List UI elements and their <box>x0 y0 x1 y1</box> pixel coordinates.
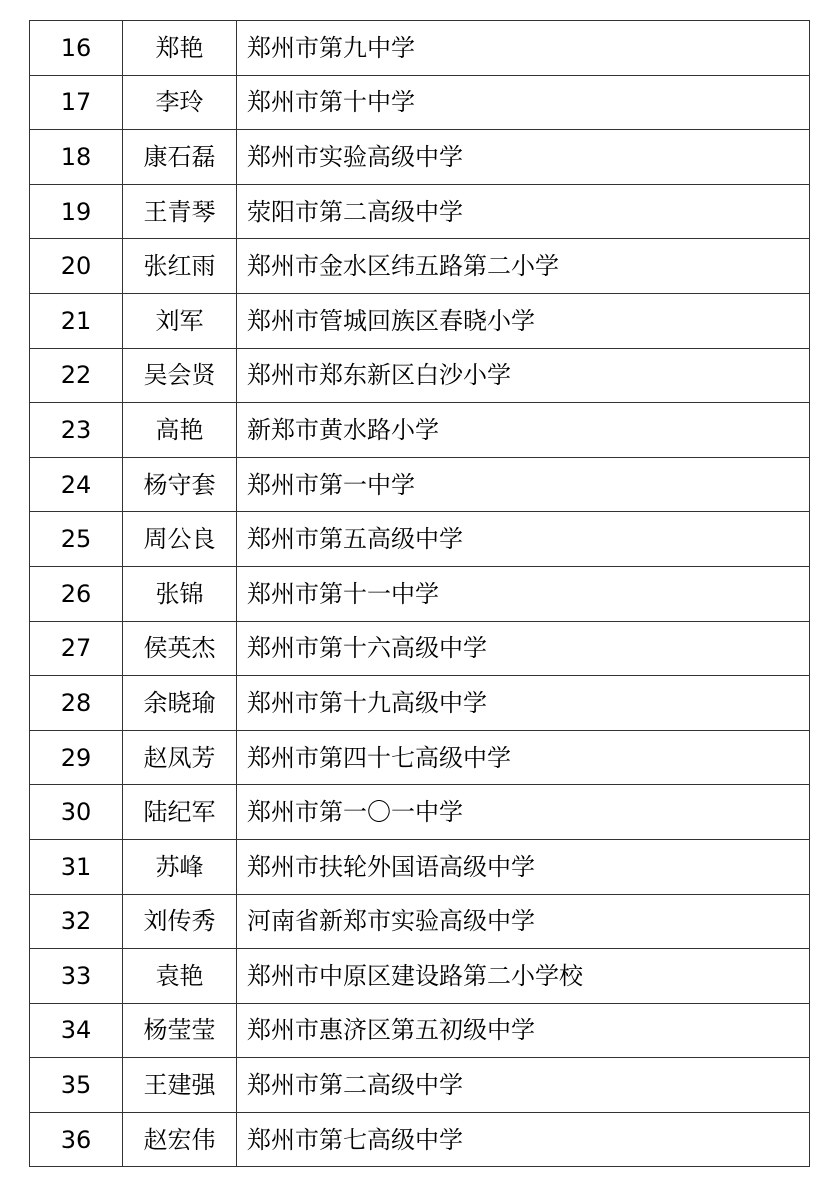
person-name: 吴会贤 <box>123 348 237 403</box>
table-row <box>30 512 810 567</box>
school-name: 郑州市扶轮外国语高级中学 <box>237 839 810 894</box>
row-number: 23 <box>30 403 123 458</box>
roster-table-container <box>29 20 809 1167</box>
person-name: 周公良 <box>123 512 237 567</box>
row-number: 24 <box>30 457 123 512</box>
table-row <box>30 1058 810 1113</box>
person-name: 杨莹莹 <box>123 1003 237 1058</box>
row-number: 21 <box>30 293 123 348</box>
row-number: 36 <box>30 1112 123 1167</box>
school-name: 郑州市管城回族区春晓小学 <box>237 293 810 348</box>
row-number: 34 <box>30 1003 123 1058</box>
row-number: 22 <box>30 348 123 403</box>
person-name: 张锦 <box>123 566 237 621</box>
row-number: 26 <box>30 566 123 621</box>
person-name: 杨守套 <box>123 457 237 512</box>
school-name: 郑州市第一中学 <box>237 457 810 512</box>
school-name: 郑州市第一〇一中学 <box>237 785 810 840</box>
school-name: 郑州市第九中学 <box>237 21 810 76</box>
table-row <box>30 130 810 185</box>
school-name: 郑州市惠济区第五初级中学 <box>237 1003 810 1058</box>
row-number: 16 <box>30 21 123 76</box>
table-row <box>30 184 810 239</box>
table-row <box>30 1003 810 1058</box>
school-name: 郑州市第七高级中学 <box>237 1112 810 1167</box>
row-number: 31 <box>30 839 123 894</box>
school-name: 河南省新郑市实验高级中学 <box>237 894 810 949</box>
person-name: 王青琴 <box>123 184 237 239</box>
person-name: 赵宏伟 <box>123 1112 237 1167</box>
table-row <box>30 839 810 894</box>
table-row <box>30 1112 810 1167</box>
school-name: 郑州市金水区纬五路第二小学 <box>237 239 810 294</box>
school-name: 荥阳市第二高级中学 <box>237 184 810 239</box>
row-number: 28 <box>30 676 123 731</box>
table-row <box>30 894 810 949</box>
row-number: 17 <box>30 75 123 130</box>
person-name: 高艳 <box>123 403 237 458</box>
row-number: 20 <box>30 239 123 294</box>
person-name: 刘军 <box>123 293 237 348</box>
table-row <box>30 348 810 403</box>
row-number: 19 <box>30 184 123 239</box>
person-name: 张红雨 <box>123 239 237 294</box>
person-name: 王建强 <box>123 1058 237 1113</box>
table-row <box>30 566 810 621</box>
person-name: 康石磊 <box>123 130 237 185</box>
school-name: 郑州市实验高级中学 <box>237 130 810 185</box>
table-row <box>30 621 810 676</box>
row-number: 27 <box>30 621 123 676</box>
person-name: 陆纪军 <box>123 785 237 840</box>
table-row <box>30 21 810 76</box>
table-row <box>30 293 810 348</box>
row-number: 29 <box>30 730 123 785</box>
table-row <box>30 949 810 1004</box>
person-name: 余晓瑜 <box>123 676 237 731</box>
school-name: 郑州市中原区建设路第二小学校 <box>237 949 810 1004</box>
row-number: 18 <box>30 130 123 185</box>
person-name: 苏峰 <box>123 839 237 894</box>
person-name: 刘传秀 <box>123 894 237 949</box>
school-name: 郑州市第十六高级中学 <box>237 621 810 676</box>
school-name: 郑州市第十一中学 <box>237 566 810 621</box>
school-name: 郑州市第十九高级中学 <box>237 676 810 731</box>
person-name: 袁艳 <box>123 949 237 1004</box>
row-number: 30 <box>30 785 123 840</box>
table-row <box>30 676 810 731</box>
school-name: 郑州市第四十七高级中学 <box>237 730 810 785</box>
person-name: 郑艳 <box>123 21 237 76</box>
row-number: 25 <box>30 512 123 567</box>
row-number: 33 <box>30 949 123 1004</box>
row-number: 32 <box>30 894 123 949</box>
school-name: 新郑市黄水路小学 <box>237 403 810 458</box>
school-name: 郑州市第十中学 <box>237 75 810 130</box>
table-row <box>30 457 810 512</box>
table-row <box>30 785 810 840</box>
roster-table <box>29 20 810 1167</box>
school-name: 郑州市郑东新区白沙小学 <box>237 348 810 403</box>
school-name: 郑州市第五高级中学 <box>237 512 810 567</box>
person-name: 赵凤芳 <box>123 730 237 785</box>
table-row <box>30 730 810 785</box>
table-row <box>30 75 810 130</box>
row-number: 35 <box>30 1058 123 1113</box>
roster-table-body <box>30 21 810 1167</box>
person-name: 侯英杰 <box>123 621 237 676</box>
table-row <box>30 403 810 458</box>
person-name: 李玲 <box>123 75 237 130</box>
school-name: 郑州市第二高级中学 <box>237 1058 810 1113</box>
table-row <box>30 239 810 294</box>
